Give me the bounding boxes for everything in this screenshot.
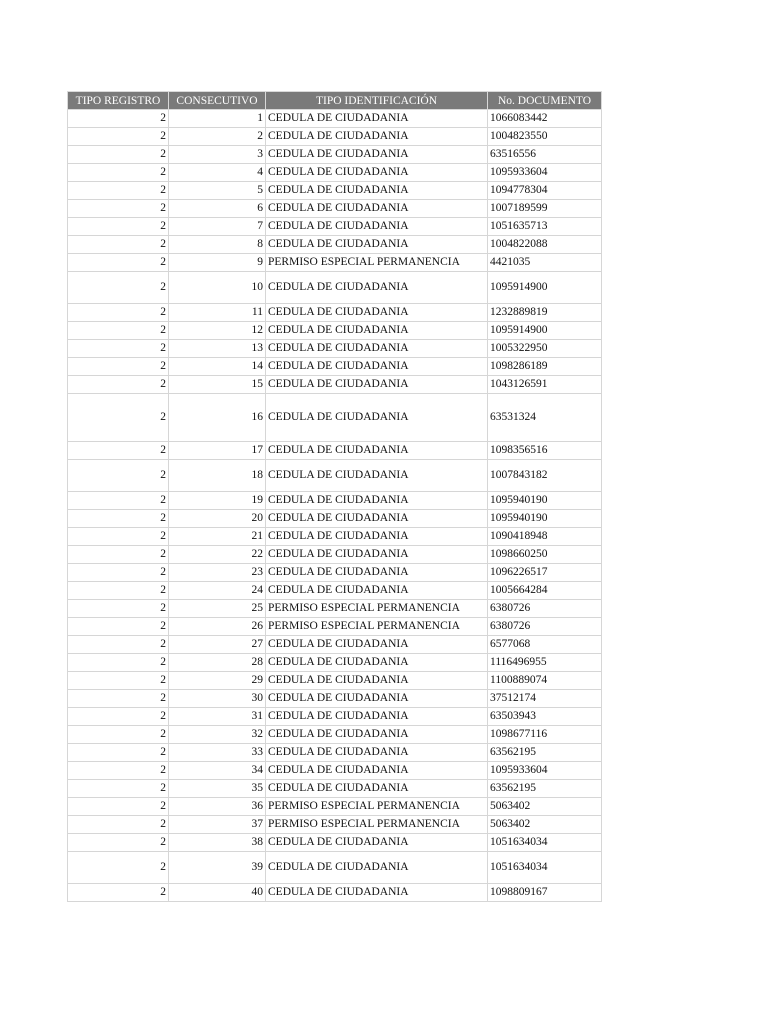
cell-tipo-registro: 2 (68, 816, 169, 834)
cell-no-documento: 1098809167 (488, 884, 602, 902)
table-row (68, 708, 602, 726)
cell-consecutivo: 11 (169, 304, 266, 322)
cell-tipo-registro: 2 (68, 128, 169, 146)
cell-tipo-identificacion: CEDULA DE CIUDADANIA (266, 690, 488, 708)
cell-no-documento: 1007189599 (488, 200, 602, 218)
cell-consecutivo: 26 (169, 618, 266, 636)
cell-no-documento: 1100889074 (488, 672, 602, 690)
cell-consecutivo: 1 (169, 110, 266, 128)
cell-no-documento: 1095914900 (488, 322, 602, 340)
cell-no-documento: 63562195 (488, 744, 602, 762)
cell-tipo-identificacion: PERMISO ESPECIAL PERMANENCIA (266, 254, 488, 272)
cell-tipo-registro: 2 (68, 460, 169, 492)
cell-no-documento: 1005322950 (488, 340, 602, 358)
cell-consecutivo: 29 (169, 672, 266, 690)
table-row (68, 744, 602, 762)
table-row (68, 762, 602, 780)
table-row (68, 690, 602, 708)
cell-no-documento: 1004822088 (488, 236, 602, 254)
cell-tipo-registro: 2 (68, 780, 169, 798)
cell-tipo-identificacion: CEDULA DE CIUDADANIA (266, 182, 488, 200)
cell-consecutivo: 18 (169, 460, 266, 492)
table-row (68, 582, 602, 600)
header-tipo-registro: TIPO REGISTRO (68, 92, 169, 110)
table-row (68, 304, 602, 322)
cell-tipo-identificacion: CEDULA DE CIUDADANIA (266, 218, 488, 236)
cell-no-documento: 1098286189 (488, 358, 602, 376)
cell-consecutivo: 12 (169, 322, 266, 340)
table-row (68, 798, 602, 816)
cell-tipo-registro: 2 (68, 358, 169, 376)
cell-consecutivo: 16 (169, 394, 266, 442)
cell-tipo-identificacion: CEDULA DE CIUDADANIA (266, 200, 488, 218)
cell-no-documento: 5063402 (488, 798, 602, 816)
table-row (68, 182, 602, 200)
cell-tipo-registro: 2 (68, 546, 169, 564)
header-consecutivo: CONSECUTIVO (169, 92, 266, 110)
cell-consecutivo: 13 (169, 340, 266, 358)
table-row (68, 636, 602, 654)
cell-tipo-registro: 2 (68, 672, 169, 690)
cell-consecutivo: 14 (169, 358, 266, 376)
cell-consecutivo: 35 (169, 780, 266, 798)
registry-table (67, 91, 602, 902)
cell-tipo-registro: 2 (68, 834, 169, 852)
header-tipo-identificacion: TIPO IDENTIFICACIÓN (266, 92, 488, 110)
cell-tipo-identificacion: CEDULA DE CIUDADANIA (266, 272, 488, 304)
cell-tipo-identificacion: CEDULA DE CIUDADANIA (266, 128, 488, 146)
cell-no-documento: 1098356516 (488, 442, 602, 460)
cell-tipo-identificacion: CEDULA DE CIUDADANIA (266, 376, 488, 394)
cell-tipo-identificacion: PERMISO ESPECIAL PERMANENCIA (266, 798, 488, 816)
cell-no-documento: 1116496955 (488, 654, 602, 672)
cell-tipo-registro: 2 (68, 110, 169, 128)
cell-tipo-registro: 2 (68, 492, 169, 510)
cell-tipo-registro: 2 (68, 600, 169, 618)
table-row (68, 816, 602, 834)
cell-no-documento: 63516556 (488, 146, 602, 164)
table-row (68, 394, 602, 442)
cell-tipo-identificacion: CEDULA DE CIUDADANIA (266, 762, 488, 780)
table-row (68, 322, 602, 340)
cell-tipo-identificacion: CEDULA DE CIUDADANIA (266, 884, 488, 902)
table-row (68, 884, 602, 902)
cell-no-documento: 5063402 (488, 816, 602, 834)
table-row (68, 358, 602, 376)
cell-tipo-registro: 2 (68, 510, 169, 528)
cell-consecutivo: 22 (169, 546, 266, 564)
table-row (68, 236, 602, 254)
cell-consecutivo: 17 (169, 442, 266, 460)
cell-consecutivo: 21 (169, 528, 266, 546)
cell-tipo-identificacion: CEDULA DE CIUDADANIA (266, 358, 488, 376)
cell-tipo-identificacion: CEDULA DE CIUDADANIA (266, 744, 488, 762)
cell-consecutivo: 37 (169, 816, 266, 834)
cell-consecutivo: 8 (169, 236, 266, 254)
cell-tipo-registro: 2 (68, 218, 169, 236)
cell-no-documento: 4421035 (488, 254, 602, 272)
cell-tipo-identificacion: PERMISO ESPECIAL PERMANENCIA (266, 600, 488, 618)
cell-tipo-registro: 2 (68, 322, 169, 340)
cell-tipo-registro: 2 (68, 182, 169, 200)
cell-consecutivo: 23 (169, 564, 266, 582)
table-row (68, 510, 602, 528)
cell-tipo-identificacion: CEDULA DE CIUDADANIA (266, 852, 488, 884)
cell-no-documento: 1095914900 (488, 272, 602, 304)
cell-tipo-identificacion: CEDULA DE CIUDADANIA (266, 442, 488, 460)
cell-no-documento: 1098677116 (488, 726, 602, 744)
cell-consecutivo: 27 (169, 636, 266, 654)
table-row (68, 200, 602, 218)
cell-no-documento: 1004823550 (488, 128, 602, 146)
cell-no-documento: 6380726 (488, 600, 602, 618)
cell-tipo-identificacion: PERMISO ESPECIAL PERMANENCIA (266, 618, 488, 636)
cell-tipo-identificacion: CEDULA DE CIUDADANIA (266, 654, 488, 672)
cell-tipo-identificacion: CEDULA DE CIUDADANIA (266, 582, 488, 600)
cell-no-documento: 1090418948 (488, 528, 602, 546)
cell-consecutivo: 28 (169, 654, 266, 672)
table-row (68, 564, 602, 582)
cell-consecutivo: 3 (169, 146, 266, 164)
table-row (68, 376, 602, 394)
table-row (68, 654, 602, 672)
cell-tipo-identificacion: CEDULA DE CIUDADANIA (266, 510, 488, 528)
table-row (68, 672, 602, 690)
cell-tipo-registro: 2 (68, 236, 169, 254)
table-row (68, 460, 602, 492)
cell-tipo-identificacion: CEDULA DE CIUDADANIA (266, 492, 488, 510)
cell-no-documento: 1043126591 (488, 376, 602, 394)
cell-no-documento: 63531324 (488, 394, 602, 442)
table-row (68, 254, 602, 272)
cell-no-documento: 1232889819 (488, 304, 602, 322)
table-row (68, 492, 602, 510)
header-no-documento: No. DOCUMENTO (488, 92, 602, 110)
cell-consecutivo: 9 (169, 254, 266, 272)
cell-tipo-identificacion: PERMISO ESPECIAL PERMANENCIA (266, 816, 488, 834)
cell-consecutivo: 7 (169, 218, 266, 236)
cell-consecutivo: 25 (169, 600, 266, 618)
table-row (68, 272, 602, 304)
cell-consecutivo: 32 (169, 726, 266, 744)
table-row (68, 528, 602, 546)
cell-consecutivo: 20 (169, 510, 266, 528)
cell-tipo-identificacion: CEDULA DE CIUDADANIA (266, 146, 488, 164)
table-row (68, 128, 602, 146)
table-row (68, 218, 602, 236)
cell-no-documento: 1098660250 (488, 546, 602, 564)
registry-sheet (67, 91, 601, 902)
cell-tipo-identificacion: CEDULA DE CIUDADANIA (266, 110, 488, 128)
cell-tipo-identificacion: CEDULA DE CIUDADANIA (266, 546, 488, 564)
cell-tipo-identificacion: CEDULA DE CIUDADANIA (266, 236, 488, 254)
cell-tipo-registro: 2 (68, 146, 169, 164)
cell-tipo-identificacion: CEDULA DE CIUDADANIA (266, 528, 488, 546)
cell-tipo-registro: 2 (68, 254, 169, 272)
cell-consecutivo: 39 (169, 852, 266, 884)
cell-no-documento: 1095940190 (488, 510, 602, 528)
cell-tipo-registro: 2 (68, 164, 169, 182)
cell-tipo-identificacion: CEDULA DE CIUDADANIA (266, 672, 488, 690)
cell-tipo-identificacion: CEDULA DE CIUDADANIA (266, 322, 488, 340)
cell-no-documento: 1095933604 (488, 762, 602, 780)
cell-no-documento: 1095940190 (488, 492, 602, 510)
cell-no-documento: 6577068 (488, 636, 602, 654)
cell-tipo-registro: 2 (68, 394, 169, 442)
cell-tipo-registro: 2 (68, 376, 169, 394)
cell-consecutivo: 38 (169, 834, 266, 852)
cell-tipo-identificacion: CEDULA DE CIUDADANIA (266, 340, 488, 358)
cell-tipo-identificacion: CEDULA DE CIUDADANIA (266, 834, 488, 852)
cell-no-documento: 1051635713 (488, 218, 602, 236)
cell-consecutivo: 33 (169, 744, 266, 762)
cell-tipo-registro: 2 (68, 564, 169, 582)
cell-tipo-registro: 2 (68, 442, 169, 460)
table-row (68, 442, 602, 460)
cell-tipo-registro: 2 (68, 798, 169, 816)
cell-no-documento: 63503943 (488, 708, 602, 726)
cell-consecutivo: 30 (169, 690, 266, 708)
cell-tipo-identificacion: CEDULA DE CIUDADANIA (266, 164, 488, 182)
cell-tipo-registro: 2 (68, 762, 169, 780)
cell-tipo-identificacion: CEDULA DE CIUDADANIA (266, 394, 488, 442)
cell-no-documento: 1005664284 (488, 582, 602, 600)
cell-consecutivo: 34 (169, 762, 266, 780)
cell-consecutivo: 15 (169, 376, 266, 394)
cell-consecutivo: 2 (169, 128, 266, 146)
table-row (68, 546, 602, 564)
table-row (68, 146, 602, 164)
table-row (68, 834, 602, 852)
cell-tipo-identificacion: CEDULA DE CIUDADANIA (266, 708, 488, 726)
cell-no-documento: 1051634034 (488, 834, 602, 852)
table-row (68, 726, 602, 744)
table-row (68, 340, 602, 358)
table-row (68, 852, 602, 884)
cell-tipo-registro: 2 (68, 200, 169, 218)
cell-tipo-identificacion: CEDULA DE CIUDADANIA (266, 564, 488, 582)
cell-tipo-registro: 2 (68, 528, 169, 546)
cell-consecutivo: 24 (169, 582, 266, 600)
table-row (68, 164, 602, 182)
cell-tipo-identificacion: CEDULA DE CIUDADANIA (266, 636, 488, 654)
cell-tipo-registro: 2 (68, 304, 169, 322)
cell-no-documento: 1066083442 (488, 110, 602, 128)
cell-no-documento: 6380726 (488, 618, 602, 636)
header-row (68, 92, 602, 110)
cell-consecutivo: 36 (169, 798, 266, 816)
cell-tipo-identificacion: CEDULA DE CIUDADANIA (266, 460, 488, 492)
cell-tipo-registro: 2 (68, 744, 169, 762)
cell-no-documento: 63562195 (488, 780, 602, 798)
cell-no-documento: 1096226517 (488, 564, 602, 582)
table-row (68, 110, 602, 128)
cell-consecutivo: 6 (169, 200, 266, 218)
cell-consecutivo: 19 (169, 492, 266, 510)
cell-tipo-identificacion: CEDULA DE CIUDADANIA (266, 726, 488, 744)
cell-no-documento: 1051634034 (488, 852, 602, 884)
table-row (68, 618, 602, 636)
cell-tipo-registro: 2 (68, 636, 169, 654)
table-row (68, 600, 602, 618)
cell-consecutivo: 4 (169, 164, 266, 182)
cell-no-documento: 37512174 (488, 690, 602, 708)
cell-consecutivo: 5 (169, 182, 266, 200)
cell-tipo-registro: 2 (68, 708, 169, 726)
cell-consecutivo: 40 (169, 884, 266, 902)
cell-tipo-registro: 2 (68, 884, 169, 902)
cell-tipo-registro: 2 (68, 618, 169, 636)
cell-tipo-registro: 2 (68, 272, 169, 304)
cell-no-documento: 1095933604 (488, 164, 602, 182)
table-row (68, 780, 602, 798)
table-body (68, 110, 602, 902)
cell-tipo-registro: 2 (68, 690, 169, 708)
cell-tipo-registro: 2 (68, 582, 169, 600)
cell-tipo-registro: 2 (68, 340, 169, 358)
cell-consecutivo: 10 (169, 272, 266, 304)
cell-consecutivo: 31 (169, 708, 266, 726)
cell-tipo-registro: 2 (68, 726, 169, 744)
cell-tipo-identificacion: CEDULA DE CIUDADANIA (266, 304, 488, 322)
cell-tipo-registro: 2 (68, 654, 169, 672)
cell-tipo-registro: 2 (68, 852, 169, 884)
cell-no-documento: 1094778304 (488, 182, 602, 200)
cell-tipo-identificacion: CEDULA DE CIUDADANIA (266, 780, 488, 798)
cell-no-documento: 1007843182 (488, 460, 602, 492)
